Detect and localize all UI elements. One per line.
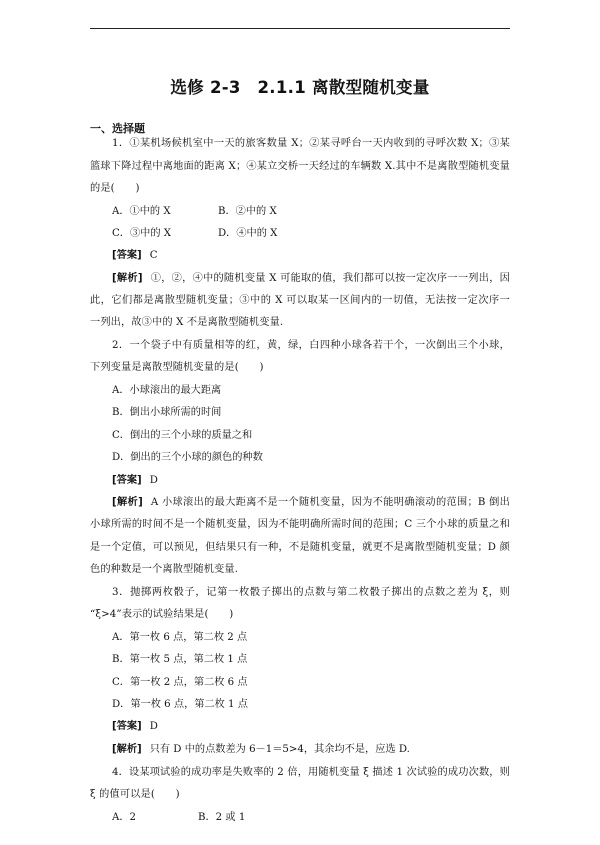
answer-value: D (149, 721, 158, 732)
q1-option-a: A．①中的 X (112, 206, 171, 217)
q2-option-b: B．倒出小球所需的时间 (112, 407, 222, 418)
q3-analysis-line-1 (112, 743, 410, 757)
q4-option-a: A．2 (112, 812, 137, 823)
q2-option-c: C．倒出的三个小球的质量之和 (112, 430, 253, 441)
q3-option-c: C．第一枚 2 点，第二枚 6 点 (112, 677, 248, 688)
q2-line-2: 下列变量是离散型随机变量的是( ) (90, 362, 264, 373)
answer-label: [答案] (112, 475, 142, 486)
q1-analysis-line-1 (112, 272, 510, 286)
q1-option-c: C．③中的 X (112, 228, 172, 239)
q2-analysis-line-3: 是一个定值，可以预见，但结果只有一种，不是随机变量，就更不是离散型随机变量；D 颜 (90, 542, 510, 553)
q2-option-a: A．小球滚出的最大距离 (112, 385, 222, 396)
q1-option-d: D．④中的 X (218, 228, 278, 239)
q1-analysis-line-2: 此，它们都是离散型随机变量；③中的 X 可以取某一区间内的一切值，无法按一定次序一 (90, 295, 510, 306)
analysis-label: [解析] (112, 744, 142, 755)
q3-answer (112, 720, 158, 734)
analysis-text: 只有 D 中的点数差为 6－1＝5>4，其余均不是，应选 D. (149, 744, 410, 755)
q3-option-a: A．第一枚 6 点，第二枚 2 点 (112, 632, 248, 643)
answer-value: D (149, 475, 158, 486)
q2-analysis-line-2: 小球所需的时间不是一个随机变量，因为不能明确所需时间的范围；C 三个小球的质量之和 (90, 519, 510, 530)
q4-line-2: ξ 的值可以是( ) (90, 789, 180, 800)
q4-line-1: 4．设某项试验的成功率是失败率的 2 倍，用随机变量 ξ 描述 1 次试验的成功次数，则 (112, 767, 510, 778)
q1-answer (112, 249, 157, 263)
q1-analysis-line-3: 一列出，故③中的 X 不是离散型随机变量. (90, 317, 284, 328)
analysis-label: [解析] (112, 497, 143, 508)
page-title: 选修 2-3 2.1.1 离散型随机变量 (170, 78, 430, 97)
q4-option-b: B．2 或 1 (198, 812, 246, 823)
q1-line-3: 的是( ) (90, 183, 140, 194)
q2-option-d: D．倒出的三个小球的颜色的种数 (112, 452, 263, 463)
q3-line-2: “ξ>4”表示的试验结果是( ) (90, 609, 234, 620)
analysis-label: [解析] (112, 273, 143, 284)
q2-line-1: 2．一个袋子中有质量相等的红，黄，绿，白四种小球各若干个，一次倒出三个小球， (112, 340, 510, 351)
answer-label: [答案] (112, 721, 142, 732)
analysis-text: A 小球滚出的最大距离不是一个随机变量，因为不能明确滚动的范围；B 倒出 (150, 497, 510, 508)
answer-value: C (149, 250, 158, 261)
answer-label: [答案] (112, 250, 142, 261)
header-rule (90, 28, 510, 29)
q1-line-2: 篮球下降过程中离地面的距离 X；④某立交桥一天经过的车辆数 X.其中不是离散型随机变量 (90, 161, 510, 172)
q1-option-b: B．②中的 X (218, 206, 277, 217)
analysis-text: ①，②，④中的随机变量 X 可能取的值，我们都可以按一定次序一一列出，因 (150, 273, 510, 284)
q1-line-1: 1．①某机场候机室中一天的旅客数量 X；②某寻呼台一天内收到的寻呼次数 X；③某 (112, 138, 510, 149)
q3-option-d: D．第一枚 6 点，第二枚 1 点 (112, 699, 248, 710)
q2-analysis-line-4: 色的种数是一个离散型随机变量. (90, 564, 239, 575)
section-heading: 一、选择题 (90, 122, 145, 135)
q2-answer (112, 474, 158, 488)
q3-line-1: 3．抛掷两枚骰子，记第一枚骰子掷出的点数与第二枚骰子掷出的点数之差为 ξ，则 (112, 587, 510, 598)
q2-analysis-line-1 (112, 496, 510, 510)
q3-option-b: B．第一枚 5 点，第二枚 1 点 (112, 654, 248, 665)
